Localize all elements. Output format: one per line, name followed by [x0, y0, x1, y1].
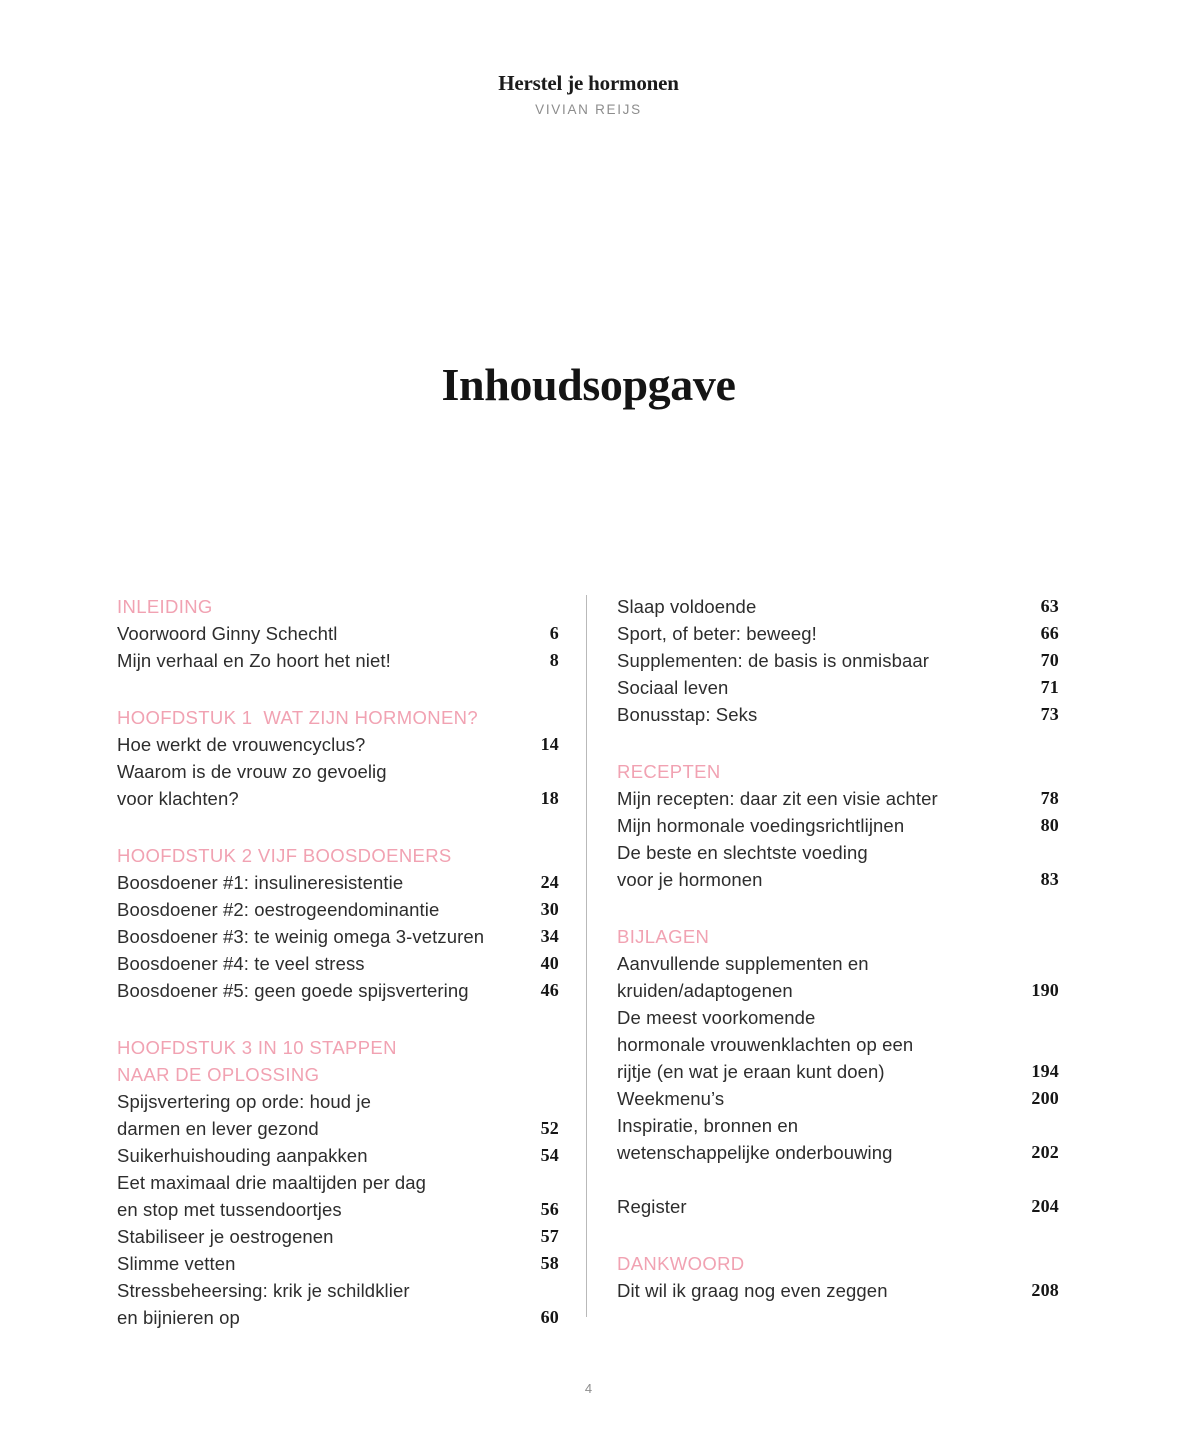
toc-entry-page-number: 8: [549, 650, 559, 670]
toc-entry-label: Hoe werkt de vrouwencyclus?: [117, 734, 366, 755]
toc-entry[interactable]: [617, 839, 1059, 866]
toc-entry-label: Boosdoener #3: te weinig omega 3-vetzuren: [117, 926, 485, 947]
toc-entry[interactable]: [617, 593, 1059, 620]
toc-entry-page-number: 66: [1040, 623, 1059, 643]
toc-entry[interactable]: [117, 1196, 559, 1223]
toc-entry-label: Dit wil ik graag nog even zeggen: [617, 1280, 888, 1301]
toc-entry[interactable]: [617, 1277, 1059, 1304]
toc-entry-label: kruiden/adaptogenen: [617, 980, 793, 1001]
toc-entry[interactable]: [117, 731, 559, 758]
toc-entry-label: Spijsvertering op orde: houd je: [117, 1091, 372, 1112]
toc-entry-label: Supplementen: de basis is onmisbaar: [617, 650, 930, 671]
toc-entry-label: Boosdoener #5: geen goede spijsvertering: [117, 980, 469, 1001]
toc-entry[interactable]: [117, 950, 559, 977]
toc-entry-label: Boosdoener #1: insulineresistentie: [117, 872, 404, 893]
page-number: 4: [584, 1381, 593, 1396]
toc-entry[interactable]: [117, 923, 559, 950]
toc-entry-label: Sport, of beter: beweeg!: [617, 623, 817, 644]
toc-entry-label: De meest voorkomende: [617, 1007, 816, 1028]
toc-entry-label: Eet maximaal drie maaltijden per dag: [117, 1172, 427, 1193]
toc-entry-page-number: 57: [540, 1226, 559, 1246]
page-title: Inhoudsopgave: [441, 359, 736, 410]
toc-section: [117, 1034, 559, 1331]
toc-entry-label: Boosdoener #2: oestrogeendominantie: [117, 899, 440, 920]
toc-section: [117, 593, 559, 674]
toc-section-heading: RECEPTEN: [617, 761, 721, 782]
toc-entry-label: en bijnieren op: [117, 1307, 240, 1328]
toc-entry-label: Mijn verhaal en Zo hoort het niet!: [117, 650, 391, 671]
toc-entry-page-number: 71: [1040, 677, 1059, 697]
toc-entry-label: Sociaal leven: [617, 677, 729, 698]
toc-entry[interactable]: [617, 674, 1059, 701]
toc-entry-page-number: 70: [1040, 650, 1059, 670]
toc-entry[interactable]: [117, 1304, 559, 1331]
toc-entry-page-number: 73: [1040, 704, 1059, 724]
toc-entry-label: wetenschappelijke onderbouwing: [617, 1142, 893, 1163]
toc-entry-label: Bonusstap: Seks: [617, 704, 758, 725]
toc-spacer: [617, 1166, 1059, 1193]
toc-entry[interactable]: [617, 1058, 1059, 1085]
toc-columns: [0, 593, 1177, 1328]
toc-entry[interactable]: [617, 812, 1059, 839]
toc-entry[interactable]: [117, 896, 559, 923]
toc-entry-page-number: 208: [1031, 1280, 1059, 1300]
toc-entry-label: Boosdoener #4: te veel stress: [117, 953, 365, 974]
toc-section-heading: INLEIDING: [117, 596, 213, 617]
toc-entry-label: voor je hormonen: [617, 869, 763, 890]
toc-entry-page-number: 78: [1040, 788, 1059, 808]
toc-entry-page-number: 6: [549, 623, 559, 643]
book-author: VIVIAN REIJS: [535, 102, 642, 118]
running-head: [0, 72, 1177, 117]
toc-entry[interactable]: [617, 620, 1059, 647]
toc-entry[interactable]: [617, 1193, 1059, 1220]
toc-entry-page-number: 30: [540, 899, 559, 919]
toc-entry[interactable]: [617, 701, 1059, 728]
toc-entry[interactable]: [117, 1250, 559, 1277]
toc-entry[interactable]: [117, 1223, 559, 1250]
toc-entry-label: Weekmenu’s: [617, 1088, 725, 1109]
book-title: Herstel je hormonen: [498, 71, 679, 95]
toc-section-heading: DANKWOORD: [617, 1253, 745, 1274]
toc-entry-label: Register: [617, 1196, 687, 1217]
toc-entry[interactable]: [617, 977, 1059, 1004]
toc-entry[interactable]: [117, 977, 559, 1004]
toc-entry-label: Aanvullende supplementen en: [617, 953, 869, 974]
toc-entry[interactable]: [117, 758, 559, 785]
toc-entry[interactable]: [617, 1112, 1059, 1139]
toc-entry[interactable]: [117, 785, 559, 812]
toc-section-heading: HOOFDSTUK 3 IN 10 STAPPEN: [117, 1037, 397, 1058]
toc-entry[interactable]: [617, 785, 1059, 812]
toc-entry-label: Waarom is de vrouw zo gevoelig: [117, 761, 387, 782]
toc-entry[interactable]: [617, 950, 1059, 977]
toc-entry[interactable]: [117, 620, 559, 647]
toc-entry-label: Mijn hormonale voedingsrichtlijnen: [617, 815, 905, 836]
toc-entry-page-number: 14: [540, 734, 559, 754]
toc-entry[interactable]: [117, 869, 559, 896]
toc-entry[interactable]: [617, 1031, 1059, 1058]
toc-entry-label: voor klachten?: [117, 788, 239, 809]
toc-entry-label: darmen en lever gezond: [117, 1118, 319, 1139]
toc-section: [117, 842, 559, 1004]
toc-entry-page-number: 58: [540, 1253, 559, 1273]
toc-entry-label: Slimme vetten: [117, 1253, 236, 1274]
toc-column-left: [117, 593, 559, 1331]
toc-entry-page-number: 60: [540, 1307, 559, 1327]
toc-entry-page-number: 34: [540, 926, 559, 946]
toc-section: [117, 704, 559, 812]
toc-column-right: [617, 593, 1059, 1304]
toc-entry[interactable]: [617, 1004, 1059, 1031]
toc-entry[interactable]: [617, 647, 1059, 674]
toc-section: [617, 1250, 1059, 1304]
toc-entry-page-number: 83: [1040, 869, 1059, 889]
toc-section-heading-line2: NAAR DE OPLOSSING: [117, 1064, 320, 1085]
toc-entry[interactable]: [117, 1142, 559, 1169]
toc-entry-page-number: 24: [540, 872, 559, 892]
toc-entry-page-number: 194: [1031, 1061, 1059, 1081]
toc-entry-label: Slaap voldoende: [617, 596, 757, 617]
toc-section: [617, 923, 1059, 1220]
toc-entry-page-number: 200: [1031, 1088, 1059, 1108]
toc-entry-page-number: 46: [540, 980, 559, 1000]
toc-entry[interactable]: [617, 1139, 1059, 1166]
toc-entry-label: Inspiratie, bronnen en: [617, 1115, 799, 1136]
toc-section: [617, 758, 1059, 893]
toc-entry-label: De beste en slechtste voeding: [617, 842, 868, 863]
toc-section-heading: BIJLAGEN: [617, 926, 710, 947]
toc-entry-page-number: 18: [540, 788, 559, 808]
toc-entry-page-number: 204: [1031, 1196, 1059, 1216]
toc-entry[interactable]: [117, 647, 559, 674]
toc-entry-label: Suikerhuishouding aanpakken: [117, 1145, 368, 1166]
toc-entry-page-number: 202: [1031, 1142, 1059, 1162]
toc-entry-page-number: 63: [1040, 596, 1059, 616]
toc-entry-label: en stop met tussendoortjes: [117, 1199, 342, 1220]
toc-entry-label: hormonale vrouwenklachten op een: [617, 1034, 914, 1055]
toc-entry-page-number: 52: [540, 1118, 559, 1138]
toc-entry[interactable]: [117, 1088, 559, 1115]
toc-entry-label: Voorwoord Ginny Schechtl: [117, 623, 338, 644]
toc-entry-page-number: 190: [1031, 980, 1059, 1000]
toc-entry-page-number: 54: [540, 1145, 559, 1165]
toc-entry-label: Stabiliseer je oestrogenen: [117, 1226, 334, 1247]
toc-section-heading: HOOFDSTUK 2 VIJF BOOSDOENERS: [117, 845, 452, 866]
toc-entry-label: rijtje (en wat je eraan kunt doen): [617, 1061, 885, 1082]
toc-entry[interactable]: [617, 866, 1059, 893]
toc-entry-label: Stressbeheersing: krik je schildklier: [117, 1280, 410, 1301]
toc-entry-page-number: 56: [540, 1199, 559, 1219]
toc-entry[interactable]: [117, 1277, 559, 1304]
toc-entry[interactable]: [617, 1085, 1059, 1112]
toc-entry[interactable]: [117, 1169, 559, 1196]
toc-entry-page-number: 40: [540, 953, 559, 973]
toc-entry-label: Mijn recepten: daar zit een visie achter: [617, 788, 938, 809]
toc-section: [617, 593, 1059, 728]
toc-entry[interactable]: [117, 1115, 559, 1142]
column-divider: [586, 595, 587, 1317]
toc-entry-page-number: 80: [1040, 815, 1059, 835]
toc-section-heading: HOOFDSTUK 1 WAT ZIJN HORMONEN?: [117, 707, 478, 728]
